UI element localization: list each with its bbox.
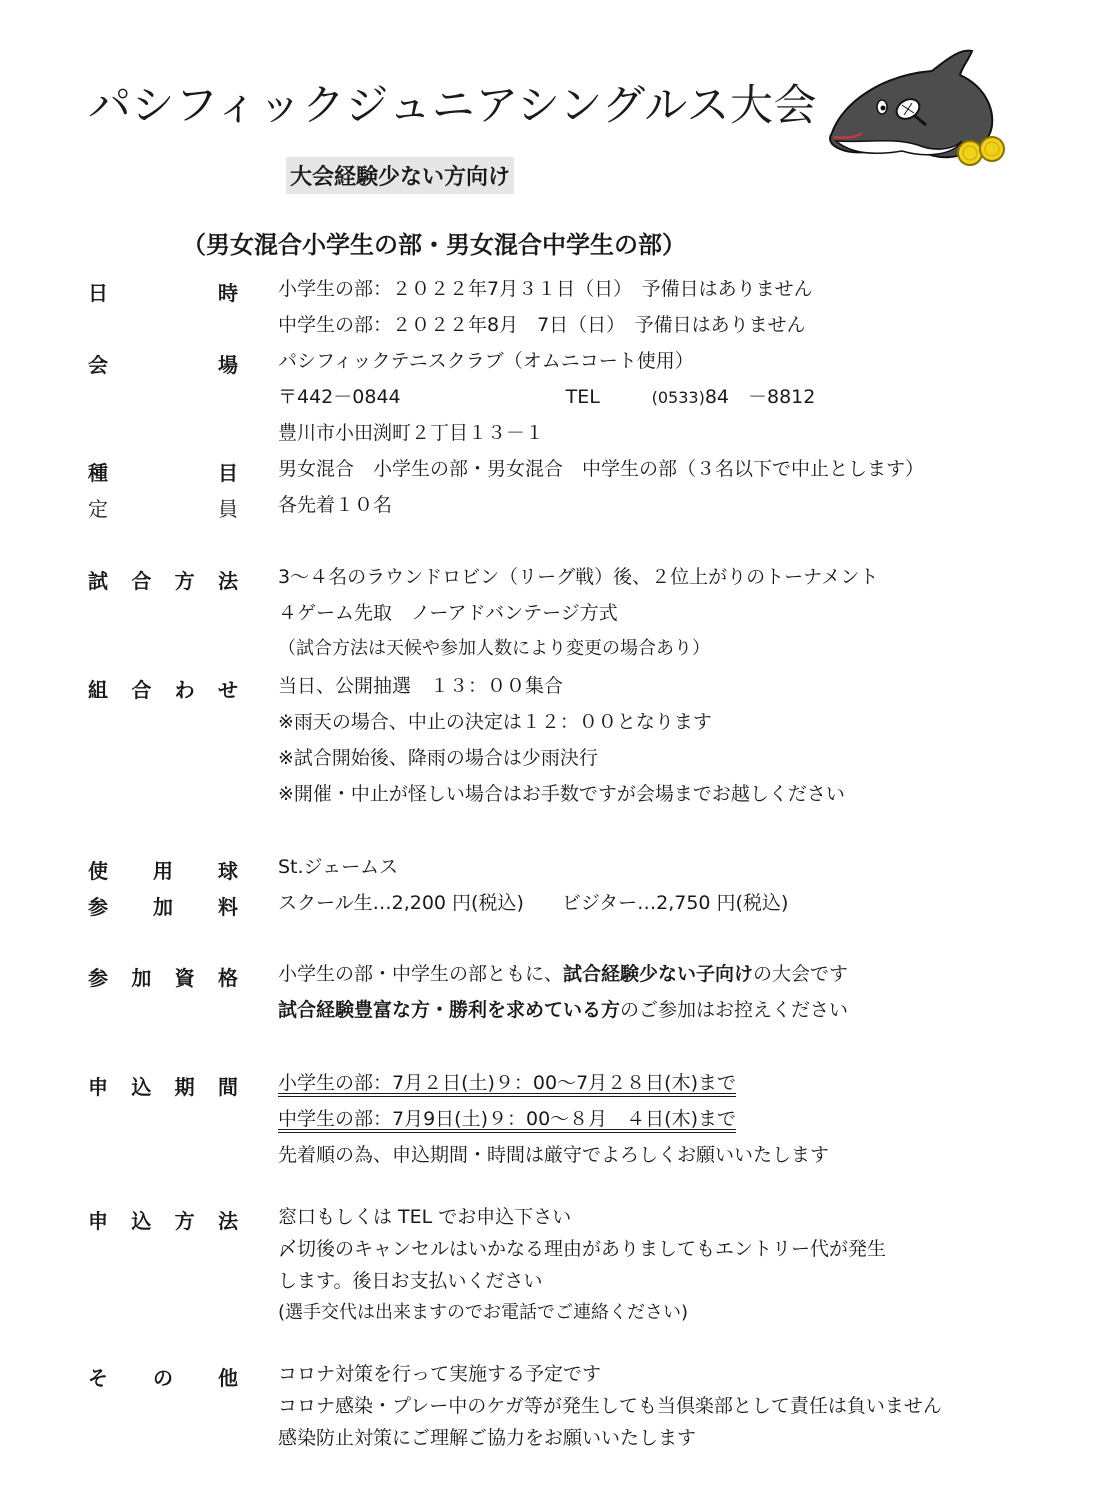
page-title: パシフィックジュニアシングルス大会 (88, 81, 817, 131)
subtitle-badge: 大会経験少ない方向け (286, 157, 514, 194)
draw-line: ※試合開始後、降雨の場合は少雨決行 (278, 747, 598, 769)
ball-line: St.ジェームス (278, 856, 399, 878)
format-line: ４ゲーム先取 ノーアドバンテージ方式 (278, 602, 618, 624)
eligibility-line-1: 小学生の部・中学生の部ともに、試合経験少ない子向けの大会です (278, 963, 849, 985)
category-heading: （男女混合小学生の部・男女混合中学生の部） (182, 231, 686, 259)
eligibility-label: 参 加 資 格 (88, 966, 238, 990)
period-line-junior-high: 中学生の部：7月9日(土)９：00～８月 ４日(木)まで (278, 1108, 737, 1130)
venue-tel-area: (0533) (651, 388, 705, 407)
venue-postal-tel (278, 385, 1048, 421)
other-line: コロナ対策を行って実施する予定です (278, 1363, 602, 1385)
other-line: コロナ感染・プレー中のケガ等が発生しても当倶楽部として責任は負いません (278, 1395, 942, 1417)
period-label: 申 込 期 間 (88, 1075, 238, 1099)
format-line: （試合方法は天候や参加人数により変更の場合あり） (278, 638, 710, 659)
tennis-ball-icon (980, 137, 1004, 161)
draw-line: 当日、公開抽選 １３：００集合 (278, 675, 564, 697)
format-line: 3～４名のラウンドロビン（リーグ戦）後、２位上がりのトーナメント (278, 566, 879, 588)
date-line-junior-high: 中学生の部：２０２２年8月 7日（日） 予備日はありません (278, 314, 806, 336)
draw-label: 組 合 わ せ (88, 678, 238, 702)
method-line: します。後日お支払いください (278, 1270, 543, 1292)
capacity-line: 各先着１０名 (278, 494, 393, 516)
period-note: 先着順の為、申込期間・時間は厳守でよろしくお願いいたします (278, 1144, 830, 1166)
other-label: そ の 他 (88, 1366, 238, 1390)
fee-label: 参 加 料 (88, 895, 238, 919)
method-label: 申 込 方 法 (88, 1209, 238, 1233)
other-line: 感染防止対策にご理解ご協力をお願いいたします (278, 1427, 697, 1449)
period-line-elementary: 小学生の部：7月２日(土)９：00～7月２８日(木)まで (278, 1072, 737, 1094)
method-line: 窓口もしくは TEL でお申込下さい (278, 1206, 572, 1228)
venue-name: パシフィックテニスクラブ（オムニコート使用） (278, 350, 694, 372)
method-line: 〆切後のキャンセルはいかなる理由がありましてもエントリー代が発生 (278, 1238, 887, 1260)
event-label: 種 目 (88, 461, 238, 485)
venue-label: 会 場 (88, 353, 238, 377)
venue-tel-label: TEL (565, 386, 600, 408)
capacity-label: 定 員 (88, 497, 238, 521)
ball-label: 使 用 球 (88, 859, 238, 883)
date-label: 日 時 (88, 281, 238, 305)
tennis-ball-icon (958, 141, 982, 165)
eligibility-line-2: 試合経験豊富な方・勝利を求めている方のご参加はお控えください (278, 999, 849, 1021)
venue-address: 豊川市小田渕町２丁目１３－１ (278, 422, 545, 444)
draw-line: ※開催・中止が怪しい場合はお手数ですが会場までお越しください (278, 783, 845, 805)
venue-postal: 〒442－0844 (278, 386, 401, 408)
format-label: 試 合 方 法 (88, 569, 238, 593)
date-line-elementary: 小学生の部：２０２２年7月３１日（日） 予備日はありません (278, 278, 813, 300)
orca-mascot-illustration (822, 45, 1012, 175)
fee-line: スクール生…2,200 円(税込) ビジター…2,750 円(税込) (278, 892, 789, 914)
draw-line: ※雨天の場合、中止の決定は１２：００となります (278, 711, 712, 733)
event-line: 男女混合 小学生の部・男女混合 中学生の部（３名以下で中止とします） (278, 458, 925, 480)
method-line: (選手交代は出来ますのでお電話でご連絡ください) (278, 1302, 689, 1323)
venue-tel-number: 84 －8812 (704, 386, 816, 408)
